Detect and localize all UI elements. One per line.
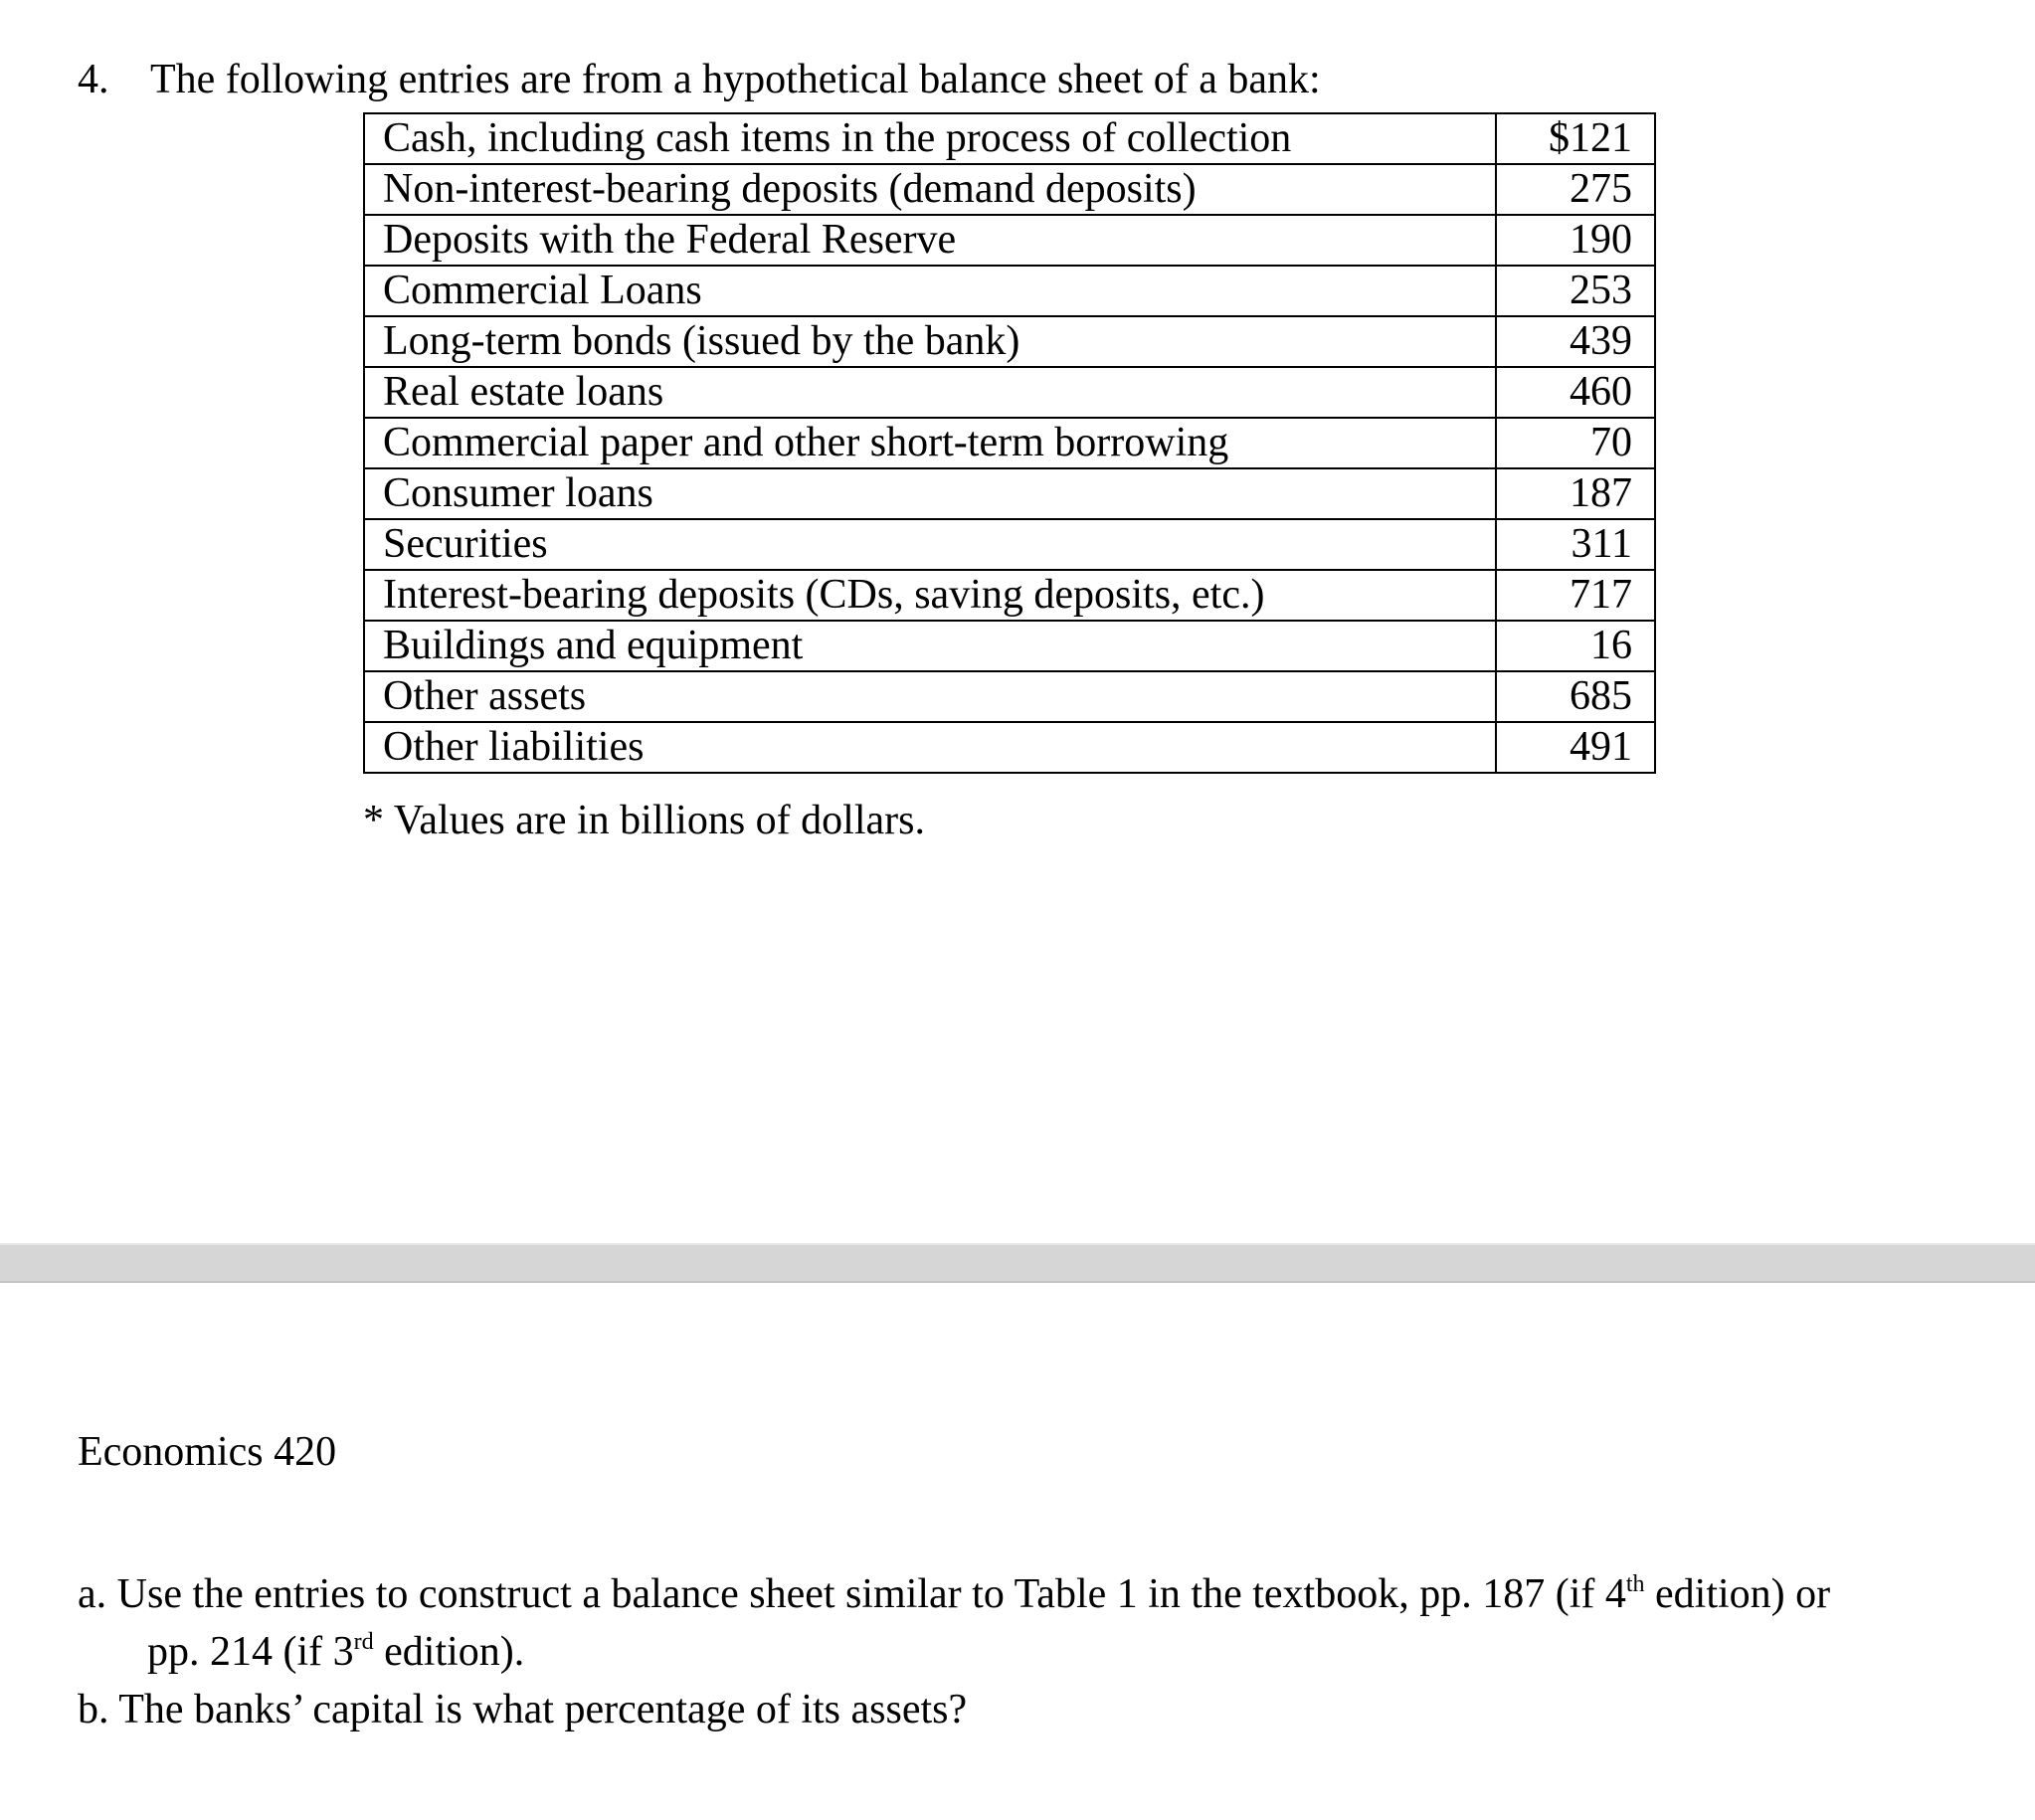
page-break-divider [0, 1243, 2035, 1283]
table-footnote: * Values are in billions of dollars. [363, 798, 925, 843]
part-a-text: a. Use the entries to construct a balance sheet similar to Table 1 in the textbook, pp. 187 (if 4 [78, 1571, 1626, 1617]
entry-label: Consumer loans [364, 468, 1496, 519]
table-row [364, 164, 1655, 215]
entry-value: 16 [1496, 621, 1655, 671]
entry-value: 275 [1496, 164, 1655, 215]
question-text: The following entries are from a hypothetical balance sheet of a bank: [150, 57, 1321, 102]
entry-value: 491 [1496, 722, 1655, 773]
entry-label: Commercial Loans [364, 266, 1496, 316]
part-a-question-continued [147, 1623, 524, 1681]
table-row [364, 367, 1655, 418]
table-row [364, 468, 1655, 519]
entry-label: Cash, including cash items in the process of collection [364, 113, 1496, 164]
part-a-line2-text: pp. 214 (if 3 [147, 1629, 354, 1675]
entry-value: 187 [1496, 468, 1655, 519]
table-row [364, 266, 1655, 316]
entry-value: 70 [1496, 418, 1655, 468]
entry-value: 439 [1496, 316, 1655, 367]
table-row [364, 418, 1655, 468]
part-a-question [78, 1565, 1830, 1623]
question-number: 4. [78, 57, 109, 102]
entry-value: 717 [1496, 570, 1655, 621]
balance-sheet-entries-table [363, 112, 1656, 774]
entry-value: $121 [1496, 113, 1655, 164]
entry-label: Non-interest-bearing deposits (demand deposits) [364, 164, 1496, 215]
entry-label: Real estate loans [364, 367, 1496, 418]
entry-label: Buildings and equipment [364, 621, 1496, 671]
part-a-superscript: th [1625, 1571, 1645, 1597]
entry-value: 190 [1496, 215, 1655, 266]
course-header: Economics 420 [78, 1429, 337, 1475]
entry-value: 253 [1496, 266, 1655, 316]
table-row [364, 570, 1655, 621]
question-heading [78, 52, 1321, 107]
table-row [364, 215, 1655, 266]
entry-label: Securities [364, 519, 1496, 570]
part-a-text-end: edition) or [1644, 1571, 1831, 1617]
entry-label: Other liabilities [364, 722, 1496, 773]
table-row [364, 113, 1655, 164]
part-a-line2-end: edition). [373, 1629, 525, 1675]
part-a-superscript-2: rd [353, 1629, 374, 1655]
entry-label: Commercial paper and other short-term borrowing [364, 418, 1496, 468]
entry-label: Deposits with the Federal Reserve [364, 215, 1496, 266]
table-row [364, 519, 1655, 570]
part-b-question: b. The banks’ capital is what percentage of its assets? [78, 1687, 968, 1732]
entry-value: 311 [1496, 519, 1655, 570]
table-row [364, 722, 1655, 773]
entry-value: 460 [1496, 367, 1655, 418]
entry-label: Long-term bonds (issued by the bank) [364, 316, 1496, 367]
entry-value: 685 [1496, 671, 1655, 722]
entry-label: Interest-bearing deposits (CDs, saving deposits, etc.) [364, 570, 1496, 621]
entry-label: Other assets [364, 671, 1496, 722]
table-row [364, 316, 1655, 367]
table-row [364, 671, 1655, 722]
table-row [364, 621, 1655, 671]
